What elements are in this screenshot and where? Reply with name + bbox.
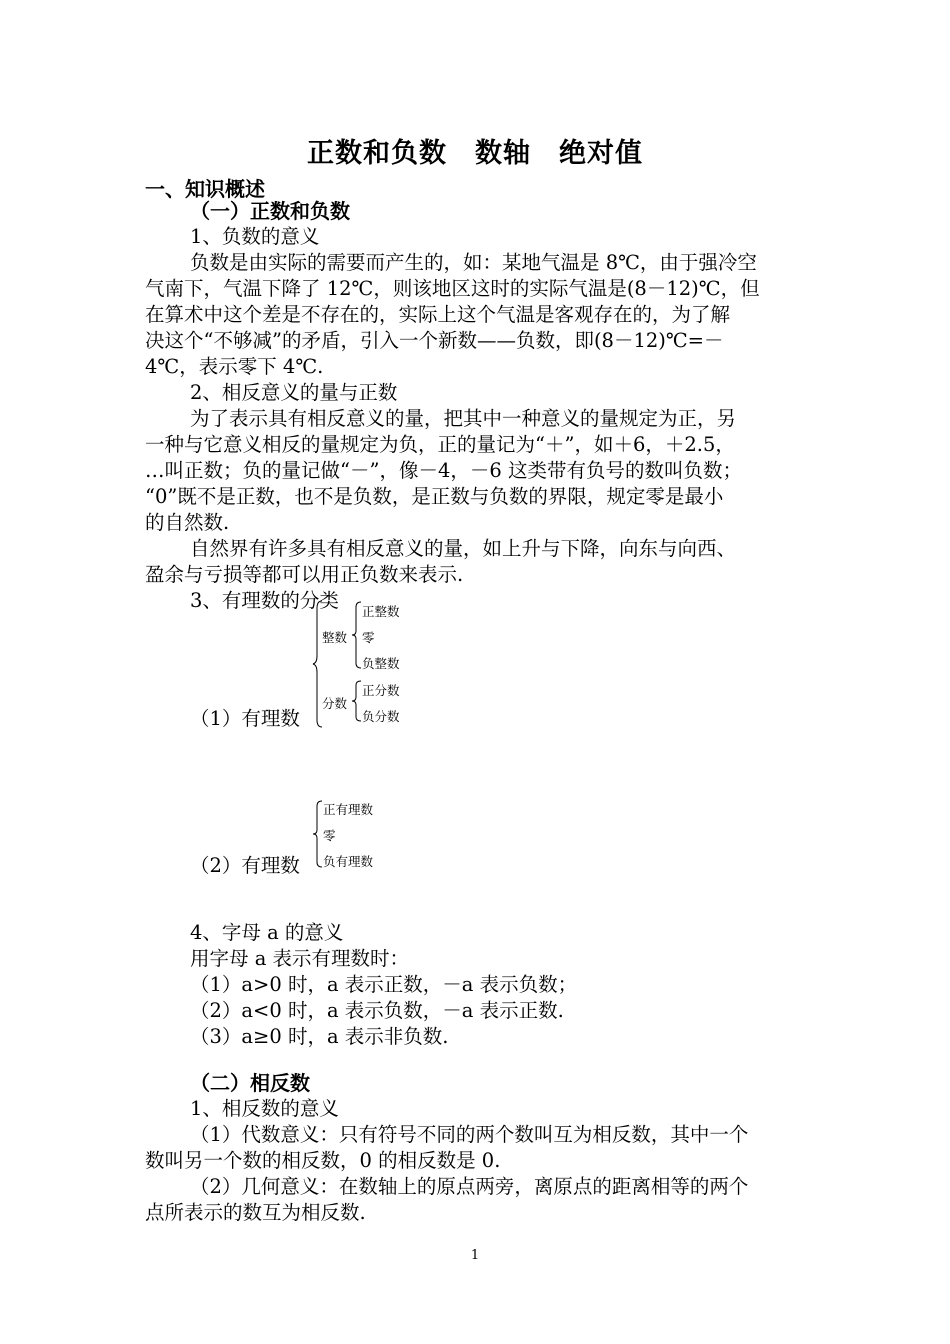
- item-heading: 4、字母 a 的意义: [190, 921, 344, 944]
- paragraph-line: 气南下，气温下降了 12℃，则该地区这时的实际气温是(8－12)℃，但: [145, 277, 760, 300]
- paragraph-line: 决这个“不够减”的矛盾，引入一个新数——负数，即(8－12)℃=－: [145, 329, 724, 352]
- paragraph-line: （2）几何意义：在数轴上的原点两旁，离原点的距离相等的两个: [190, 1175, 749, 1198]
- paragraph-line: 在算术中这个差是不存在的，实际上这个气温是客观存在的，为了解: [145, 303, 731, 326]
- category-item: 正有理数: [323, 802, 374, 817]
- item-heading: 1、负数的意义: [190, 225, 320, 248]
- subsection-heading: （二）相反数: [190, 1071, 310, 1095]
- subsection-heading: （一）正数和负数: [190, 199, 350, 223]
- paragraph-line: 数叫另一个数的相反数，0 的相反数是 0.: [145, 1149, 501, 1172]
- paragraph-line: （3）a≥0 时，a 表示非负数.: [190, 1025, 449, 1048]
- category-item: 负有理数: [323, 854, 374, 869]
- paragraph-line: 的自然数.: [145, 511, 230, 534]
- section-heading: 一、知识概述: [145, 177, 265, 201]
- paragraph-line: （1）代数意义：只有符号不同的两个数叫互为相反数，其中一个: [190, 1123, 749, 1146]
- paragraph-line: （2）a<0 时，a 表示负数，－a 表示正数.: [190, 999, 564, 1022]
- classification-label: （1）有理数: [190, 707, 300, 730]
- paragraph-line: 一种与它意义相反的量规定为负，正的量记为“＋”，如＋6，＋2.5，: [145, 433, 735, 456]
- category-item: 零: [362, 630, 375, 645]
- category-item: 负分数: [362, 709, 400, 724]
- category-item: 负整数: [362, 656, 400, 671]
- paragraph-line: 用字母 a 表示有理数时：: [190, 947, 410, 970]
- paragraph-line: 点所表示的数互为相反数.: [145, 1201, 366, 1224]
- item-heading: 3、有理数的分类: [190, 589, 339, 612]
- category-item: 零: [323, 828, 336, 843]
- category-item: 正整数: [362, 604, 400, 619]
- paragraph-line: 为了表示具有相反意义的量，把其中一种意义的量规定为正，另: [190, 407, 737, 430]
- left-brace-rational: [313, 800, 323, 868]
- category-item: 正分数: [362, 683, 400, 698]
- paragraph-line: 4℃，表示零下 4℃.: [145, 355, 324, 378]
- paragraph-line: “0”既不是正数，也不是负数，是正数与负数的界限，规定零是最小: [145, 485, 724, 508]
- paragraph-line: 负数是由实际的需要而产生的，如：某地气温是 8℃，由于强冷空: [190, 251, 757, 274]
- paragraph-line: 自然界有许多具有相反意义的量，如上升与下降，向东与向西、: [190, 537, 737, 560]
- classification-label: （2）有理数: [190, 854, 300, 877]
- paragraph-line: （1）a>0 时，a 表示正数，－a 表示负数；: [190, 973, 578, 996]
- page-number: 1: [470, 1248, 480, 1263]
- paragraph-line: …叫正数；负的量记做“－”，像－4，－6 这类带有负号的数叫负数；: [145, 459, 742, 482]
- left-brace-fraction: [352, 680, 362, 722]
- item-heading: 1、相反数的意义: [190, 1097, 339, 1120]
- left-brace-integer: [352, 601, 362, 669]
- category-integer: 整数: [322, 630, 348, 645]
- page-title: 正数和负数 数轴 绝对值: [307, 138, 643, 169]
- paragraph-line: 盈余与亏损等都可以用正负数来表示.: [145, 563, 464, 586]
- item-heading: 2、相反意义的量与正数: [190, 381, 398, 404]
- category-fraction: 分数: [322, 696, 348, 711]
